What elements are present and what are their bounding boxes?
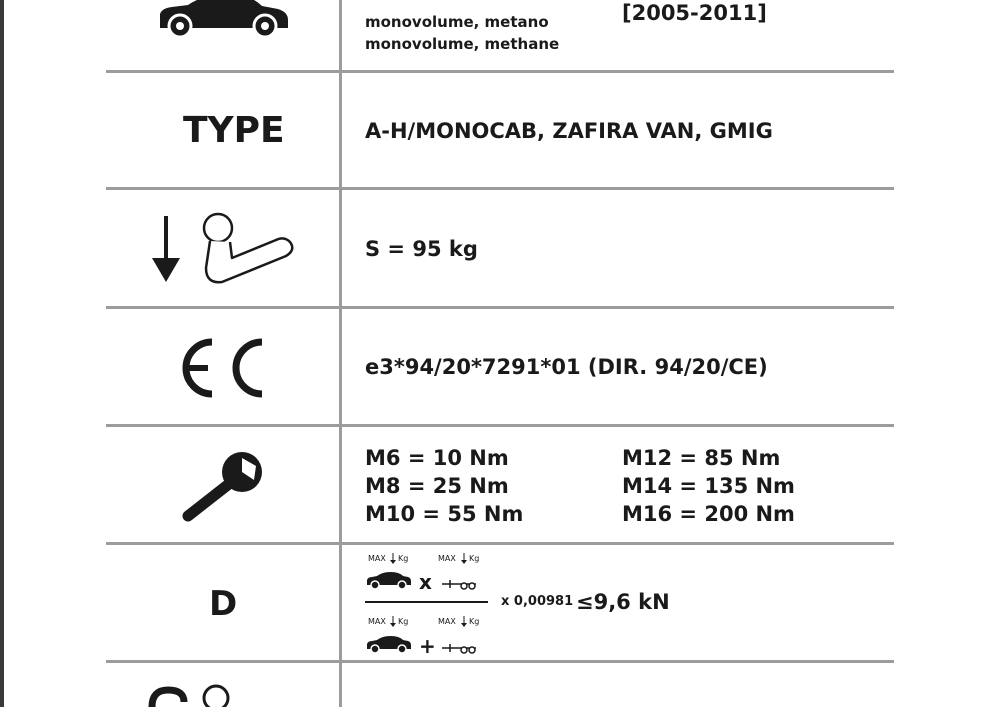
row-divider <box>106 306 894 309</box>
production-years: [2005-2011] <box>622 1 767 25</box>
fraction-bar <box>365 601 488 603</box>
ec-mark-icon <box>182 338 268 398</box>
torque-m14: M14 = 135 Nm <box>622 474 795 498</box>
kg-label: Kg <box>398 617 409 626</box>
kg-label: Kg <box>469 554 480 563</box>
info-towball-icon <box>148 684 238 707</box>
row-divider <box>106 424 894 427</box>
wrench-icon <box>180 446 268 526</box>
row-divider <box>106 542 894 545</box>
max-label: MAX <box>368 617 386 626</box>
torque-m6: M6 = 10 Nm <box>365 446 509 470</box>
arrow-down-icon <box>389 616 397 628</box>
ec-approval-value: e3*94/20*7291*01 (DIR. 94/20/CE) <box>365 355 768 379</box>
car-icon <box>366 636 412 654</box>
type-label: TYPE <box>183 110 285 151</box>
row-divider <box>106 70 894 73</box>
kg-label: Kg <box>398 554 409 563</box>
torque-m12: M12 = 85 Nm <box>622 446 781 470</box>
times-sign: x <box>419 570 432 594</box>
arrow-down-icon <box>460 553 468 565</box>
page-left-edge <box>0 0 4 707</box>
torque-m8: M8 = 25 Nm <box>365 474 509 498</box>
body-type-it: monovolume, metano <box>365 13 549 31</box>
car-icon <box>366 572 412 590</box>
type-value: A-H/MONOCAB, ZAFIRA VAN, GMIG <box>365 119 773 143</box>
column-divider <box>339 0 342 707</box>
max-label: MAX <box>438 617 456 626</box>
row-divider <box>106 660 894 663</box>
vertical-load-towball-icon <box>148 210 298 290</box>
plus-sign: + <box>419 634 436 658</box>
d-value: ≤9,6 kN <box>576 590 670 614</box>
torque-m10: M10 = 55 Nm <box>365 502 524 526</box>
vertical-load-value: S = 95 kg <box>365 237 478 261</box>
torque-m16: M16 = 200 Nm <box>622 502 795 526</box>
kg-label: Kg <box>469 617 480 626</box>
arrow-down-icon <box>389 553 397 565</box>
max-label: MAX <box>438 554 456 563</box>
row-divider <box>106 187 894 190</box>
body-type-en: monovolume, methane <box>365 35 560 53</box>
d-label: D <box>209 584 238 624</box>
d-factor: x 0,00981 <box>501 594 574 609</box>
max-label: MAX <box>368 554 386 563</box>
trailer-icon <box>440 642 480 656</box>
arrow-down-icon <box>460 616 468 628</box>
car-icon <box>158 0 290 38</box>
trailer-icon <box>440 578 480 592</box>
